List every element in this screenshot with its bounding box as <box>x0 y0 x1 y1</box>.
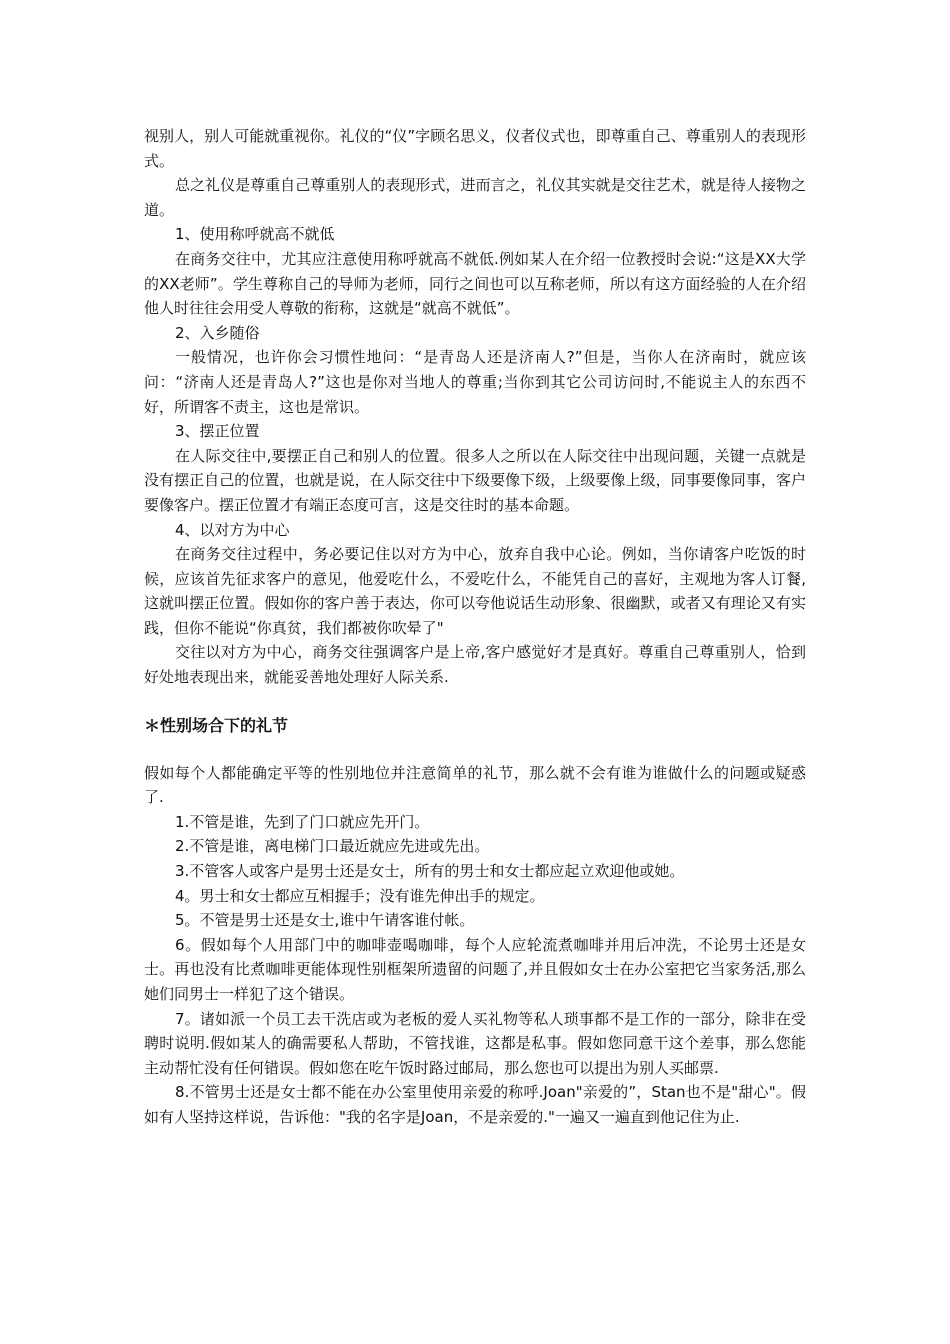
section-title: ＊性别场合下的礼节 <box>144 715 289 735</box>
topic-body-4: 在商务交往过程中，务必要记住以对方为中心，放弃自我中心论。例如，当你请客户吃饭的时候，应该首先征求客户的意见，他爱吃什么，不爱吃什么，不能凭自己的喜好，主观地为客人订餐,这就叫摆正位置。假如你的客户善于表达，你可以夸他说话生动形象、很幽默，或者又有理论又有实践，但你不能说“你真贫，我们都被你吹晕了" <box>144 545 806 637</box>
topic-heading-4: 4、以对方为中心 <box>175 520 290 539</box>
topic-heading-3: 3、摆正位置 <box>175 422 260 441</box>
topic-body-2: 一般情况，也许你会习惯性地问：“是青岛人还是济南人?”但是，当你人在济南时，就应该问：“济南人还是青岛人?”这也是你对当地人的尊重;当你到其它公司访问时,不能说主人的东西不好，所谓客不责主，这也是常识。 <box>144 348 806 416</box>
topic-body-1: 在商务交往中，尤其应注意使用称呼就高不就低.例如某人在介绍一位教授时会说:“这是XX大学的XX老师”。学生尊称自己的导师为老师，同行之间也可以互称老师，所以有这方面经验的人在介绍他人时往往会用受人尊敬的衔称，这就是“就高不就低”。 <box>144 249 806 318</box>
intro-paragraph-summary: 总之礼仪是尊重自己尊重别人的表现形式，进而言之，礼仪其实就是交往艺术，就是待人接物之道。 <box>144 176 806 219</box>
rule-item: 8.不管男士还是女士都不能在办公室里使用亲爱的称呼.Joan"亲爱的”，Stan也不是"甜心"。假如有人坚持这样说，告诉他："我的名字是Joan，不是亲爱的."一遍又一遍直到他记住为止. <box>144 1083 806 1126</box>
document-body <box>144 124 806 1130</box>
rule-item: 4。男士和女士都应互相握手；没有谁先伸出手的规定。 <box>175 886 545 905</box>
rule-item: 7。诸如派一个员工去干洗店或为老板的爱人买礼物等私人琐事都不是工作的一部分，除非在受聘时说明.假如某人的确需要私人帮助，不管找谁，这都是私事。假如您同意干这个差事，那么您能主动帮忙没有任何错误。假如您在吃午饭时路过邮局，那么您也可以提出为别人买邮票. <box>144 1009 806 1077</box>
rule-item: 3.不管客人或客户是男士还是女士，所有的男士和女士都应起立欢迎他或她。 <box>175 862 685 881</box>
intro-paragraph-continued: 视别人，别人可能就重视你。礼仪的“仪”字顾名思义，仪者仪式也，即尊重自己、尊重别人的表现形式。 <box>144 127 806 170</box>
rule-item: 5。不管是男士还是女士,谁中午请客谁付帐。 <box>175 911 475 930</box>
closing-paragraph: 交往以对方为中心，商务交往强调客户是上帝,客户感觉好才是真好。尊重自己尊重别人，恰到好处地表现出来，就能妥善地处理好人际关系. <box>144 643 806 687</box>
rule-item: 6。假如每个人用部门中的咖啡壶喝咖啡，每个人应轮流煮咖啡并用后冲洗，不论男士还是女士。再也没有比煮咖啡更能体现性别框架所遗留的问题了,并且假如女士在办公室把它当家务活,那么她们同男士一样犯了这个错误。 <box>144 935 806 1003</box>
rule-item: 1.不管是谁，先到了门口就应先开门。 <box>175 812 430 831</box>
topic-heading-1: 1、使用称呼就高不就低 <box>175 225 335 244</box>
rule-item: 2.不管是谁，离电梯门口最近就应先进或先出。 <box>175 837 490 856</box>
section-intro: 假如每个人都能确定平等的性别地位并注意简单的礼节，那么就不会有谁为谁做什么的问题或疑惑了. <box>144 763 806 807</box>
topic-body-3: 在人际交往中,要摆正自己和别人的位置。很多人之所以在人际交往中出现问题，关键一点就是没有摆正自己的位置，也就是说，在人际交往中下级要像下级，上级要像上级，同事要像同事，客户要像客户。摆正位置才有端正态度可言，这是交往时的基本命题。 <box>144 446 806 514</box>
topic-heading-2: 2、入乡随俗 <box>175 323 260 342</box>
